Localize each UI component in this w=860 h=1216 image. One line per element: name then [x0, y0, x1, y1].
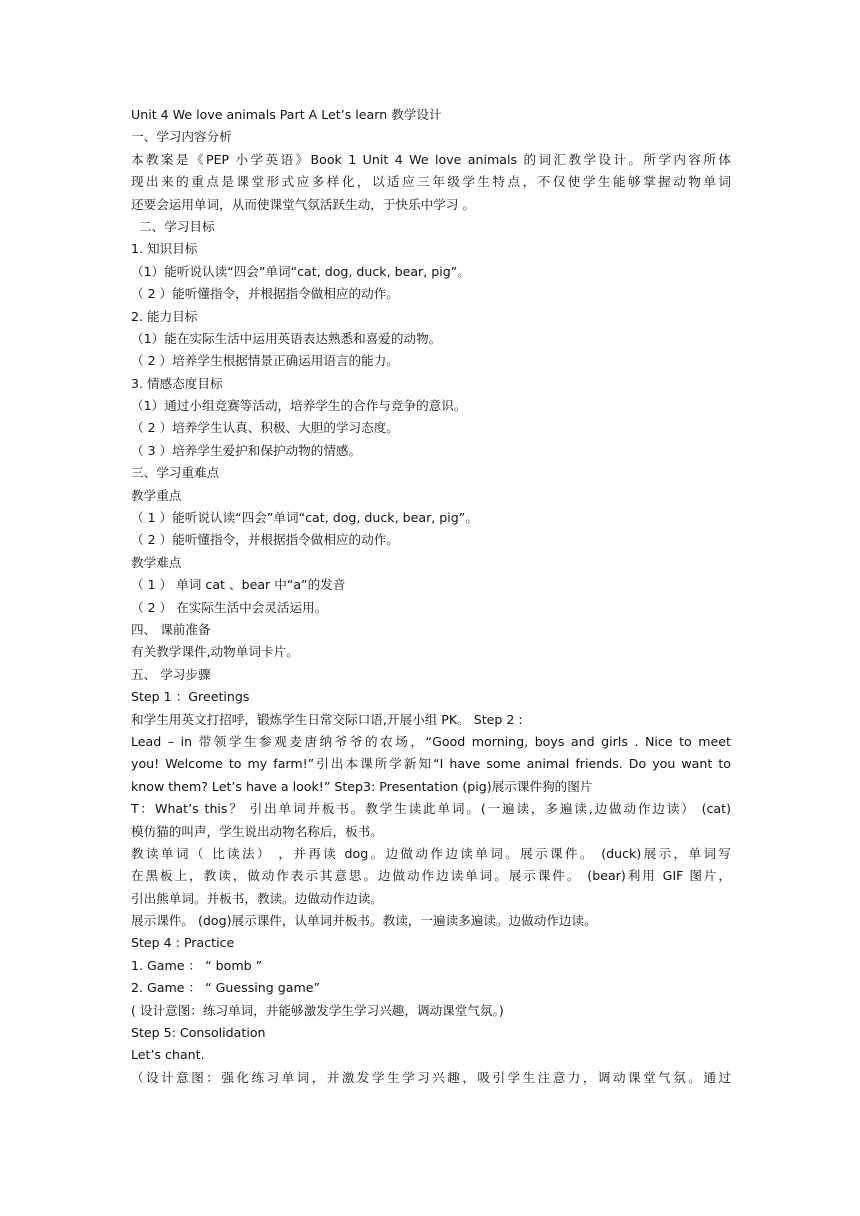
text-line: 有关教学课件,动物单词卡片。 — [131, 644, 299, 660]
text-line: T：What’s this？ 引出单词并板书。教学生读此单词。(一遍读，多遍读,边做动作边读） (cat) — [131, 801, 731, 817]
text-line: 在黑板上，教读，做动作表示其意思。边做动作边读单词。展示课件。 (bear)利用 GIF 图片， — [131, 868, 731, 884]
text-line: Step 1 ：Greetings — [131, 689, 250, 705]
text-line: 教学重点 — [131, 487, 182, 503]
text-line: （ 2 ）能听懂指令，并根据指令做相应的动作。 — [131, 532, 399, 548]
text-line: Step 5: Consolidation — [131, 1025, 266, 1041]
text-line: 3. 情感态度目标 — [131, 375, 223, 391]
text-line: 模仿猫的叫声，学生说出动物名称后，板书。 — [131, 823, 383, 839]
text-line: Unit 4 We love animals Part A Let’s learn 教学设计 — [131, 107, 442, 122]
text-line: 1. Game ： “ bomb ” — [131, 957, 263, 973]
text-line: 三、学习重难点 — [131, 465, 220, 481]
text-line: you! Welcome to my farm!”引出本课所学新知“I have some animal friends. Do you want to — [131, 756, 731, 772]
text-line: 还要会运用单词，从而使课堂气氛活跃生动，于快乐中学习 。 — [131, 196, 476, 212]
text-line: 2. 能力目标 — [131, 308, 198, 324]
text-line: （ 1 ）能听说认读“四会”单词“cat, dog, duck, bear, pig”。 — [131, 510, 478, 526]
text-line: （1）通过小组竞赛等活动，培养学生的合作与竞争的意识。 — [131, 398, 467, 414]
text-line: 二、学习目标 — [139, 218, 215, 234]
text-line: （ 2 ）培养学生认真、积极、大胆的学习态度。 — [131, 420, 399, 436]
text-line: （ 2 ）能听懂指令，并根据指令做相应的动作。 — [131, 286, 399, 302]
text-line: （1）能听说认读“四会”单词“cat, dog, duck, bear, pig”。 — [131, 263, 470, 279]
text-line: 本教案是《PEP 小学英语》Book 1 Unit 4 We love animals 的词汇教学设计。所学内容所体 — [131, 151, 731, 167]
text-line: 现出来的重点是课堂形式应多样化，以适应三年级学生特点，不仅使学生能够掌握动物单词 — [131, 174, 731, 190]
text-line: （ 3 ）培养学生爱护和保护动物的情感。 — [131, 442, 362, 458]
text-line: know them? Let’s have a look!” Step3: Presentation (pig)展示课件狗的图片 — [131, 778, 593, 794]
text-line: 引出熊单词。并板书，教读。边做动作边读。 — [131, 890, 383, 906]
text-line: （ 2 ） 在实际生活中会灵活运用。 — [131, 599, 328, 615]
document-page — [131, 104, 731, 1089]
text-line: 四、 课前准备 — [131, 621, 211, 637]
text-line: 一、学习内容分析 — [131, 129, 232, 145]
text-line: Lead – in 带领学生参观麦唐纳爷爷的农场，“Good morning, boys and girls . Nice to meet — [131, 733, 731, 749]
text-line: Step 4 : Practice — [131, 935, 235, 951]
text-line: （1）能在实际生活中运用英语表达熟悉和喜爱的动物。 — [131, 330, 442, 346]
text-line: Let’s chant. — [131, 1047, 205, 1063]
text-line: ( 设计意图：练习单词，并能够激发学生学习兴趣，调动课堂气氛。) — [131, 1002, 504, 1018]
text-line: （设计意图：强化练习单词，并激发学生学习兴趣，吸引学生注意力，调动课堂气氛。通过 — [131, 1069, 731, 1085]
text-line: 展示课件。 (dog)展示课件，认单词并板书。教读，一遍读多遍读。边做动作边读。 — [131, 913, 597, 929]
text-line: 教读单词（ 比读法） ，并再读 dog。边做动作边读单词。展示课件。 (duck)展示，单词写 — [131, 845, 731, 861]
text-line: （ 2 ）培养学生根据情景正确运用语言的能力。 — [131, 353, 399, 369]
text-line: 和学生用英文打招呼，锻炼学生日常交际口语,开展小组 PK。 Step 2 : — [131, 711, 523, 727]
text-line: 2. Game ： “ Guessing game” — [131, 980, 320, 996]
text-line: 1. 知识目标 — [131, 241, 198, 257]
text-line: （ 1 ） 单词 cat 、bear 中“a”的发音 — [131, 577, 346, 593]
text-line: 五、 学习步骤 — [131, 666, 211, 682]
text-line: 教学难点 — [131, 554, 182, 570]
